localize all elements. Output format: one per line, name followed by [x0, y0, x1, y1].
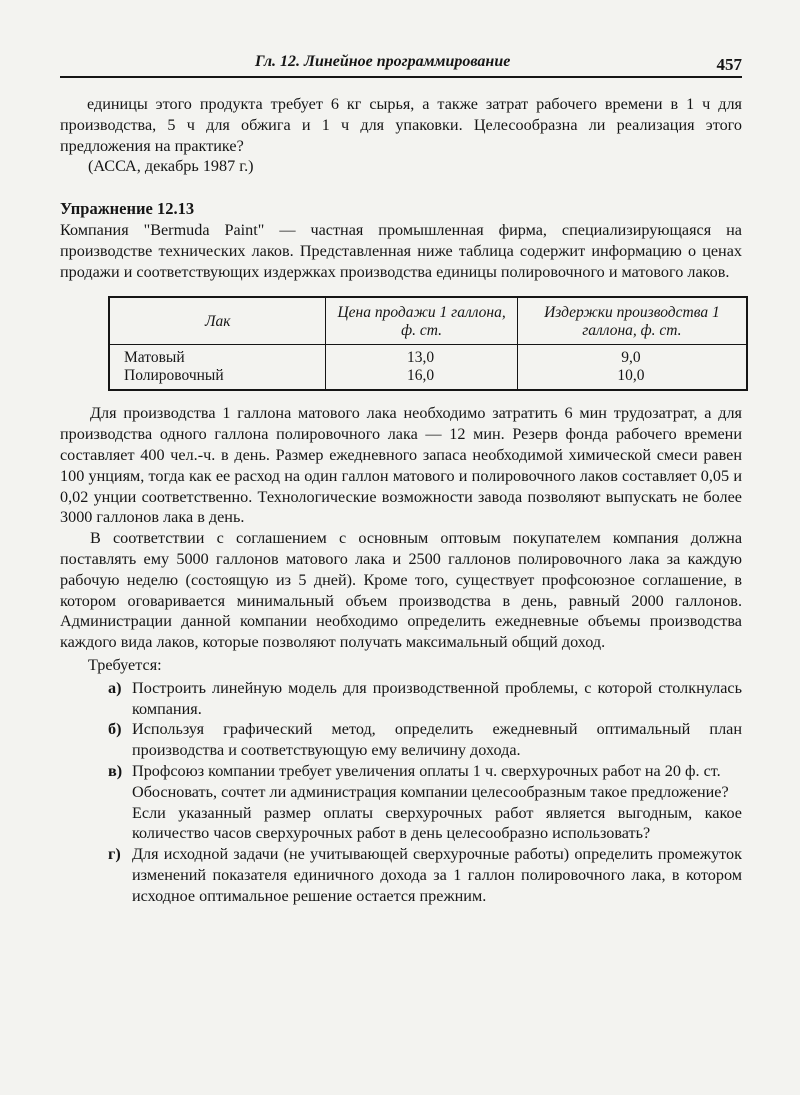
varnish-names-cell: [109, 345, 326, 391]
cost-polish: 10,0: [617, 367, 645, 385]
table-row: [109, 345, 747, 391]
row-name-matte: Матовый: [124, 349, 185, 367]
task-text: Построить линейную модель для производственной проблемы, с которой столкнулась компания.: [132, 678, 742, 718]
page-header: [60, 50, 742, 78]
column-header-varnish: Лак: [109, 297, 326, 345]
production-constraints-paragraph: Для производства 1 галлона матового лака необходимо затратить 6 мин трудозатрат, а для производства одного галлона полировочного лака — 12 мин. Резерв фонда рабочего времени составляет 400 чел.-ч. в день. Размер ежедневного запаса необходимой химической смеси равен 100 унциям, тогда как ее расход на один галлон матового и полировочного лаков составляет 0,05 и 0,02 унции соответственно. Технологические возможности завода позволяют выпускать не более 3000 галлонов лака в день.: [60, 404, 742, 527]
table-header-row: [109, 297, 747, 345]
task-marker: г): [108, 845, 121, 864]
exercise-lead-paragraph: Компания "Bermuda Paint" — частная промышленная фирма, специализирующаяся на производстве технических лаков. Представленная ниже таблица содержит информацию о ценах продажи и соответствующих издержках производства единицы полировочного и матового лаков.: [60, 220, 742, 281]
task-item-a: [60, 678, 742, 720]
page-body: [60, 94, 742, 907]
task-marker: в): [108, 761, 123, 780]
price-matte: 13,0: [407, 349, 435, 367]
price-polish: 16,0: [407, 367, 435, 385]
page-number: 457: [716, 55, 742, 74]
task-subtext: Если указанный размер оплаты сверхурочных работ является выгодным, какое количество часов сверхурочных работ в день целесообразно использовать?: [132, 803, 742, 843]
price-values-cell: [326, 345, 517, 391]
continuation-paragraph: единицы этого продукта требует 6 кг сырья, а также затрат рабочего времени в 1 ч для производства, 5 ч для обжига и 1 ч для упаковки. Целесообразна ли реализация этого предложения на практике?: [60, 95, 742, 155]
task-text: Используя графический метод, определить ежедневный оптимальный план производства и соответствующую ему величину дохода.: [132, 720, 742, 760]
column-header-price: Цена продажи 1 галлона, ф. ст.: [326, 297, 517, 345]
source-citation: (АССА, декабрь 1987 г.): [88, 157, 254, 176]
requirements-label: Требуется:: [88, 655, 162, 674]
task-item-g: [60, 844, 742, 906]
column-header-cost: Издержки производства 1 галлона, ф. ст.: [517, 297, 747, 345]
task-subtext: Обосновать, сочтет ли администрация компании целесообразным такое предложение?: [132, 782, 729, 801]
task-marker: б): [108, 720, 122, 739]
task-item-v: [60, 761, 742, 844]
task-item-b: [60, 719, 742, 761]
exercise-title: Упражнение 12.13: [60, 199, 195, 219]
row-name-polish: Полировочный: [124, 367, 224, 385]
cost-matte: 9,0: [621, 349, 641, 367]
agreements-paragraph: В соответствии с соглашением с основным оптовым покупателем компания должна поставлять ему 5000 галлонов матового лака и 2500 галлонов полировочного лака за каждую рабочую неделю (состоящую из 5 дней). Кроме того, существует профсоюзное соглашение, в котором оговаривается минимальный объем производства в день, равный 2000 галлонов. Администрации данной компании необходимо определить ежедневные объемы производства каждого вида лаков, которые позволяют получать максимальный общий доход.: [60, 529, 742, 652]
task-text: Профсоюз компании требует увеличения оплаты 1 ч. сверхурочных работ на 20 ф. ст.: [132, 761, 721, 780]
cost-values-cell: [517, 345, 747, 391]
price-cost-table: [108, 296, 748, 391]
task-text: Для исходной задачи (не учитывающей сверхурочные работы) определить промежуток изменений показателя единичного дохода за 1 галлон полировочного лака, в котором исходное оптимальное решение остается прежним.: [132, 845, 742, 905]
running-title: Гл. 12. Линейное программирование: [255, 53, 511, 70]
task-marker: а): [108, 678, 122, 697]
